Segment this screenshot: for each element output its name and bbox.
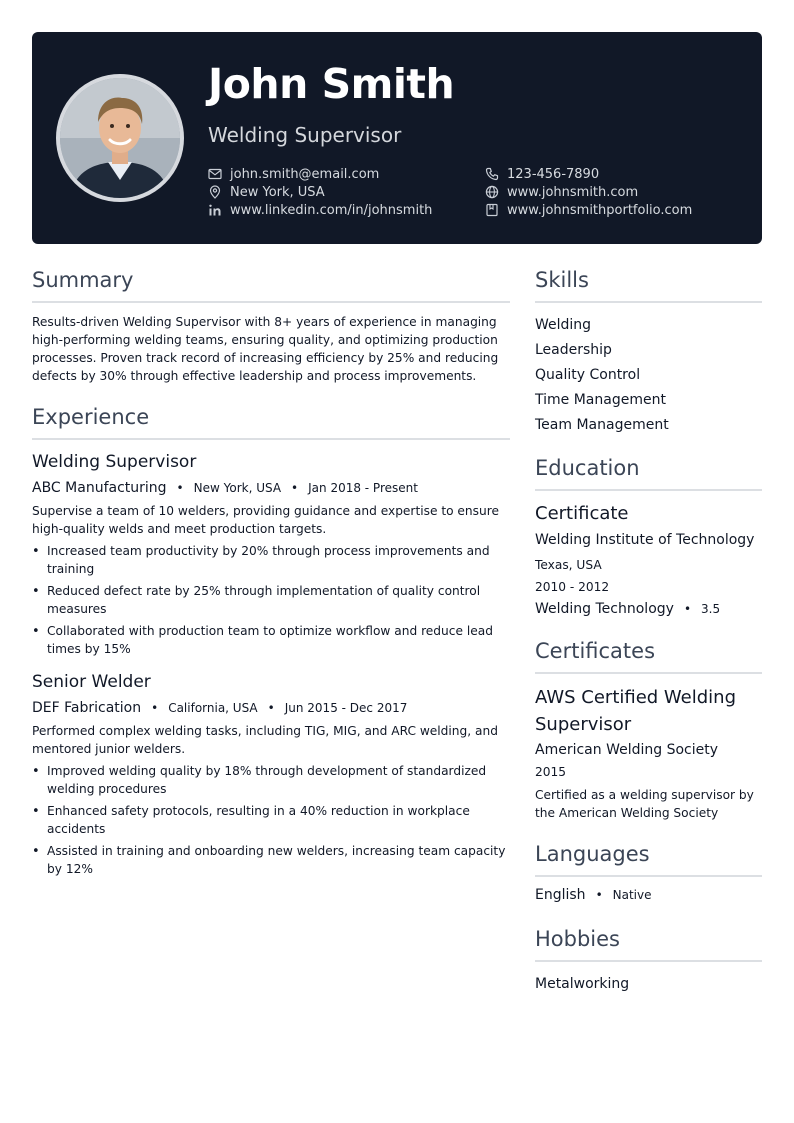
education-field-row xyxy=(535,601,762,617)
main-column xyxy=(32,268,510,882)
contact-phone[interactable] xyxy=(485,165,599,183)
achievement-item: • Enhanced safety protocols, resulting in a 40% reduction in workplace accidents xyxy=(32,802,510,838)
contact-phone-text: 123-456-7890 xyxy=(507,166,600,182)
job-description: Supervise a team of 10 welders, providing guidance and expertise to ensure high-quality welds and meet production targets. xyxy=(32,504,499,536)
certificate-issuer: American Welding Society xyxy=(535,742,719,758)
separator-dot: • xyxy=(683,602,692,616)
job-company: DEF Fabrication xyxy=(32,700,142,716)
education-degree: Certificate xyxy=(535,503,629,524)
contact-portfolio-text: www.johnsmithportfolio.com xyxy=(507,202,693,218)
contact-email-text: john.smith@email.com xyxy=(230,166,380,182)
contact-linkedin-text: www.linkedin.com/in/johnsmith xyxy=(230,202,433,218)
job-entry xyxy=(32,452,510,658)
globe-icon xyxy=(485,185,499,199)
education-section xyxy=(535,456,762,617)
languages-heading: Languages xyxy=(535,842,762,877)
education-dates: 2010 - 2012 xyxy=(535,580,610,594)
education-gpa: 3.5 xyxy=(701,602,721,616)
profile-photo xyxy=(56,74,184,202)
education-heading: Education xyxy=(535,456,762,491)
job-entry xyxy=(32,672,510,878)
location-pin-icon xyxy=(208,185,222,199)
separator-dot: • xyxy=(595,888,603,902)
contact-portfolio[interactable] xyxy=(485,201,692,219)
achievement-item: • Increased team productivity by 20% through process improvements and training xyxy=(32,542,510,578)
hobbies-section xyxy=(535,927,762,997)
achievement-item: • Improved welding quality by 18% through development of standardized welding procedures xyxy=(32,762,510,798)
skill-item: Welding xyxy=(535,317,592,333)
job-dates: Jun 2015 - Dec 2017 xyxy=(284,701,408,715)
language-name: English xyxy=(535,887,586,903)
languages-section xyxy=(535,842,762,903)
resume-header xyxy=(32,32,762,244)
skill-item: Team Management xyxy=(535,417,669,433)
job-description: Performed complex welding tasks, including TIG, MIG, and ARC welding, and mentored junior welders. xyxy=(32,724,498,756)
portfolio-icon xyxy=(485,203,499,217)
certificate-name: AWS Certified Welding Supervisor xyxy=(535,687,737,735)
achievement-item: • Reduced defect rate by 25% through implementation of quality control measures xyxy=(32,582,510,618)
contact-website-text: www.johnsmith.com xyxy=(507,184,639,200)
certificate-description: Certified as a welding supervisor by the American Welding Society xyxy=(535,788,754,820)
certificates-section xyxy=(535,639,762,822)
contact-website[interactable] xyxy=(485,183,638,201)
separator-dot: • xyxy=(267,701,275,715)
job-location: California, USA xyxy=(168,701,258,715)
sidebar-column xyxy=(535,268,762,997)
candidate-name: John Smith xyxy=(208,60,455,108)
contact-email[interactable] xyxy=(208,165,379,183)
phone-icon xyxy=(485,167,499,181)
education-location: Texas, USA xyxy=(535,558,602,572)
skills-heading: Skills xyxy=(535,268,762,303)
language-item xyxy=(535,887,762,903)
job-title: Senior Welder xyxy=(32,672,151,692)
experience-heading: Experience xyxy=(32,405,510,440)
skills-section xyxy=(535,268,762,438)
contact-location xyxy=(208,183,325,201)
experience-section xyxy=(32,405,510,878)
summary-section xyxy=(32,268,510,385)
summary-heading: Summary xyxy=(32,268,510,303)
contact-location-text: New York, USA xyxy=(230,184,325,200)
job-dates: Jan 2018 - Present xyxy=(308,481,418,495)
skill-item: Time Management xyxy=(535,392,666,408)
hobbies-heading: Hobbies xyxy=(535,927,762,962)
job-location: New York, USA xyxy=(193,481,282,495)
achievement-item: • Collaborated with production team to optimize workflow and reduce lead times by 15% xyxy=(32,622,510,658)
job-meta xyxy=(32,700,510,716)
mail-icon xyxy=(208,167,222,181)
separator-dot: • xyxy=(151,701,159,715)
skill-item: Quality Control xyxy=(535,367,641,383)
job-achievements xyxy=(32,542,510,658)
hobby-item: Metalworking xyxy=(535,976,630,992)
candidate-role: Welding Supervisor xyxy=(208,123,402,147)
achievement-item: • Assisted in training and onboarding new welders, increasing team capacity by 12% xyxy=(32,842,510,878)
skill-item: Leadership xyxy=(535,342,612,358)
certificates-heading: Certificates xyxy=(535,639,762,674)
linkedin-icon xyxy=(208,203,222,217)
job-meta xyxy=(32,480,510,496)
language-level: Native xyxy=(612,888,652,902)
profile-photo-image xyxy=(60,78,180,198)
job-company: ABC Manufacturing xyxy=(32,480,167,496)
summary-text: Results-driven Welding Supervisor with 8+ years of experience in managing high-performing welding teams, ensuring quality, and optimizing production processes. Proven track record of increasing efficiency by 25% and reducing defects by 30% through effective leadership and process improvements. xyxy=(32,315,499,383)
education-field: Welding Technology xyxy=(535,601,674,617)
contact-linkedin[interactable] xyxy=(208,201,432,219)
separator-dot: • xyxy=(291,481,299,495)
job-title: Welding Supervisor xyxy=(32,452,197,472)
job-achievements xyxy=(32,762,510,878)
certificate-year: 2015 xyxy=(535,765,567,779)
education-school: Welding Institute of Technology xyxy=(535,532,755,548)
separator-dot: • xyxy=(176,481,184,495)
